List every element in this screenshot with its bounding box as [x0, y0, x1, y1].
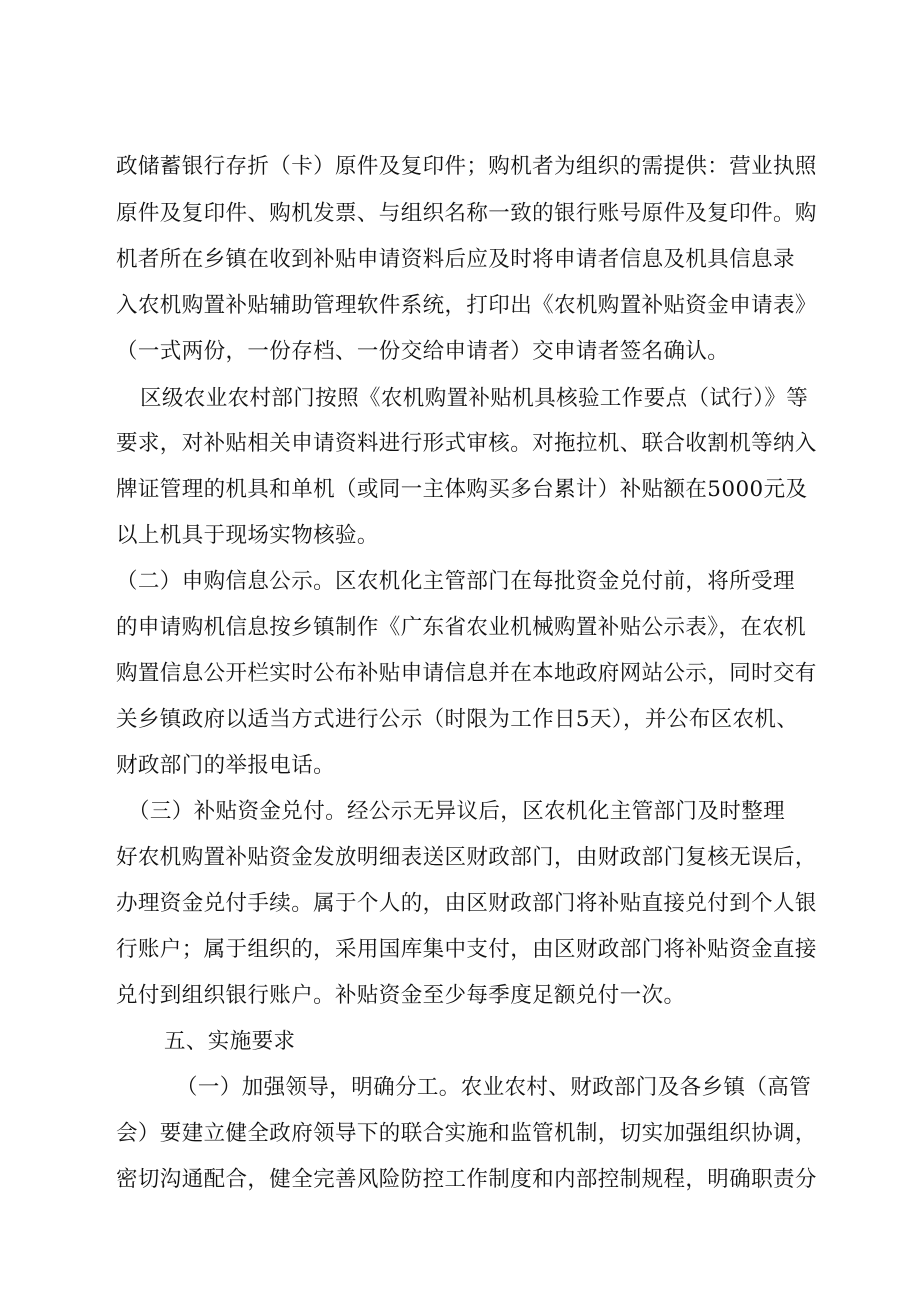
text-line: 关乡镇政府以适当方式进行公示（时限为工作日5天），并公布区农机、 [116, 707, 799, 732]
text-line: （一式两份，一份存档、一份交给申请者）交申请者签名确认。 [116, 339, 730, 364]
text-line: 政储蓄银行存折（卡）原件及复印件；购机者为组织的需提供：营业执照 [116, 154, 817, 179]
text-line: 区级农业农村部门按照《农机购置补贴机具核验工作要点（试行）》等 [140, 386, 809, 411]
text-line: 办理资金兑付手续。属于个人的，由区财政部门将补贴直接兑付到个人银 [116, 891, 817, 916]
text-line: 入农机购置补贴辅助管理软件系统，打印出《农机购置补贴资金申请表》 [116, 293, 817, 318]
text-line: 行账户；属于组织的，采用国库集中支付，由区财政部门将补贴资金直接 [116, 937, 817, 962]
text-line: 机者所在乡镇在收到补贴申请资料后应及时将申请者信息及机具信息录 [116, 247, 795, 272]
text-line: 财政部门的举报电话。 [116, 753, 336, 778]
text-line: （二）申购信息公示。区农机化主管部门在每批资金兑付前，将所受理 [116, 569, 795, 594]
text-line: 会）要建立健全政府领导下的联合实施和监管机制，切实加强组织协调， [116, 1121, 817, 1146]
section-heading: 五、实施要求 [164, 1029, 296, 1054]
text-line: 牌证管理的机具和单机（或同一主体购买多台累计）补贴额在5000元及 [116, 477, 808, 502]
text-line: （三）补贴资金兑付。经公示无异议后，区农机化主管部门及时整理 [128, 799, 786, 824]
text-line: 好农机购置补贴资金发放明细表送区财政部门，由财政部门复核无误后， [116, 845, 817, 870]
text-line: （一）加强领导，明确分工。农业农村、财政部门及各乡镇（高管 [176, 1075, 812, 1100]
text-line: 密切沟通配合，健全完善风险防控工作制度和内部控制规程，明确职责分 [116, 1167, 817, 1192]
text-line: 兑付到组织银行账户。补贴资金至少每季度足额兑付一次。 [116, 983, 686, 1008]
text-line: 原件及复印件、购机发票、与组织名称一致的银行账号原件及复印件。购 [116, 201, 817, 226]
text-line: 要求，对补贴相关申请资料进行形式审核。对拖拉机、联合收割机等纳入 [116, 431, 817, 456]
text-line: 的申请购机信息按乡镇制作《广东省农业机械购置补贴公示表》，在农机 [116, 615, 807, 640]
text-line: 以上机具于现场实物核验。 [116, 523, 379, 548]
text-line: 购置信息公开栏实时公布补贴申请信息并在本地政府网站公示，同时交有 [116, 661, 817, 686]
